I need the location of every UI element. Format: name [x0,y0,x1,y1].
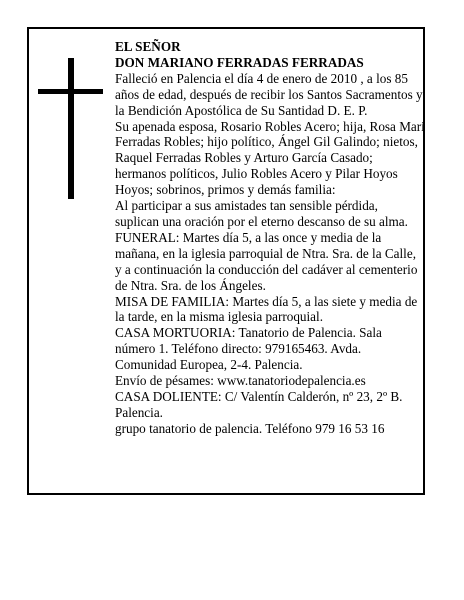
family-home-info: CASA DOLIENTE: C/ Valentín Calderón, nº 23, 2º B. Palencia. [115,388,403,420]
family-list: Su apenada esposa, Rosario Robles Acero; hija, Rosa Mari Ferradas Robles; hijo político, Ángel Gil Galindo; nietos, Raquel Ferradas Robles y Arturo García Casado; hermanos políticos, Julio Robles Acero y Pilar Hoyos Hoyos; sobrinos, primos y demás familia: [115,118,425,198]
deceased-name: DON MARIANO FERRADAS FERRADAS [115,54,364,70]
obituary-text [115,39,425,437]
cross-vertical-bar [68,58,74,199]
footer-info: grupo tanatorio de palencia. Teléfono 979 16 53 16 [115,420,385,436]
deceased-title: EL SEÑOR [115,39,181,54]
funeral-home-info: CASA MORTUORIA: Tanatorio de Palencia. Sala número 1. Teléfono directo: 979165463. Avda. Comunidad Europea, 2-4. Palencia. [115,325,382,373]
death-announcement: Falleció en Palencia el día 4 de enero de 2010 , a los 85 años de edad, después de recibir los Santos Sacramentos y la Bendición Apostólica de Su Santidad D. E. P. [115,70,423,118]
cross-horizontal-bar [38,89,103,94]
prayer-request: Al participar a sus amistades tan sensible pérdida, suplican una oración por el eterno descanso de su alma. [115,198,408,229]
family-mass-info: MISA DE FAMILIA: Martes día 5, a las siete y media de la tarde, en la misma iglesia parroquial. [115,293,418,325]
condolences-info: Envío de pésames: www.tanatoriodepalencia.es [115,373,366,389]
funeral-info: FUNERAL: Martes día 5, a las once y media de la mañana, en la iglesia parroquial de Ntra. Sra. de la Calle, y a continuación la conducción del cadáver al cementerio de Ntra. Sra. de los Ángeles. [115,229,418,293]
obituary-notice [27,27,425,495]
